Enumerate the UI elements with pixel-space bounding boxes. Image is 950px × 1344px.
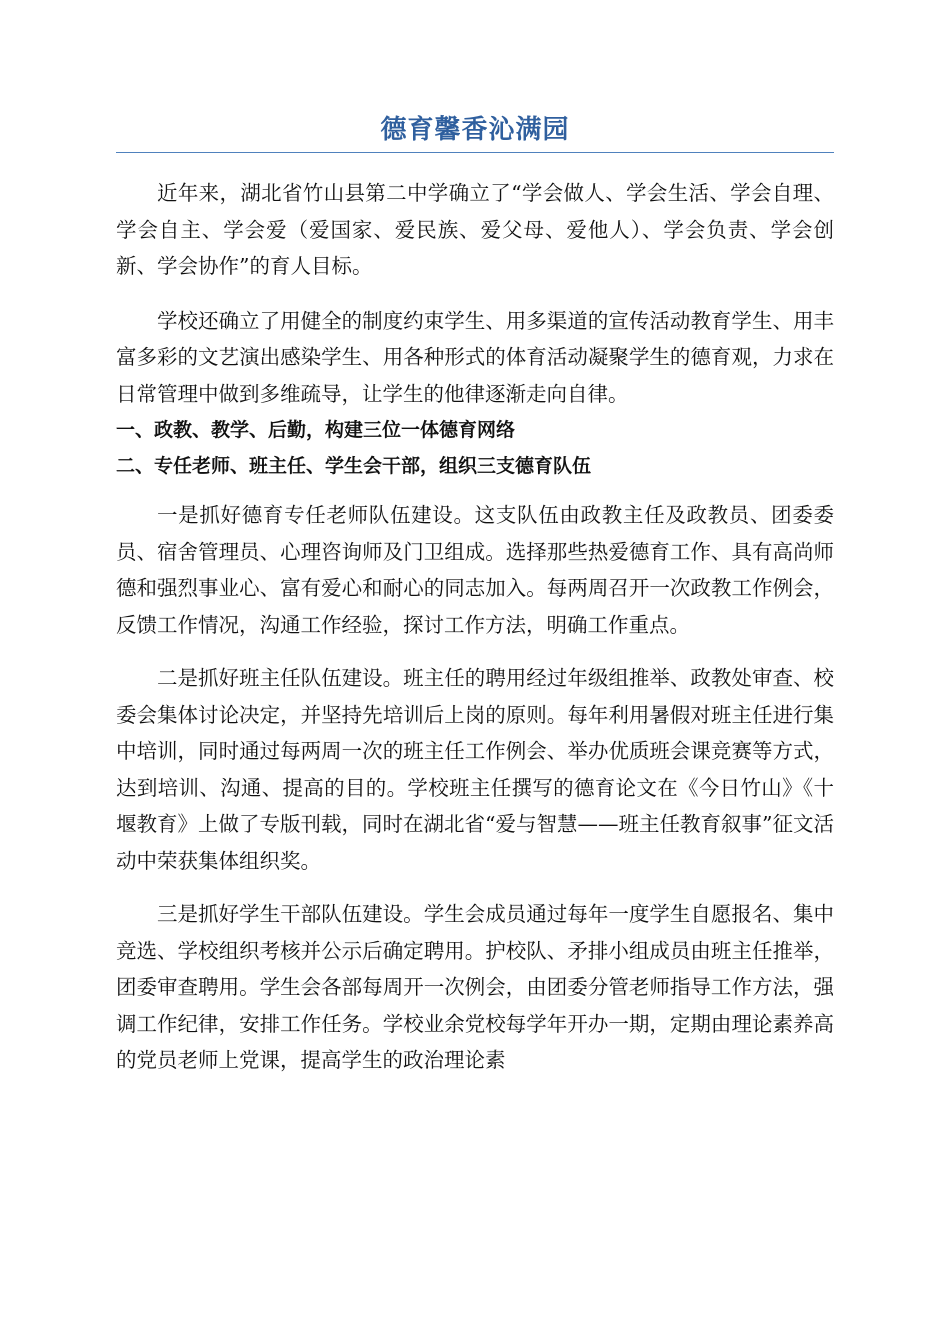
paragraph-moral-education-view: 学校还确立了用健全的制度约束学生、用多渠道的宣传活动教育学生、用丰富多彩的文艺演出感染学生、用各种形式的体育活动凝聚学生的德育观，力求在日常管理中做到多维疏导，让学生的他律逐渐走向自律。 bbox=[116, 308, 834, 406]
title-underline bbox=[116, 152, 834, 153]
section-heading-1: 一、政教、教学、后勤，构建三位一体德育网络 bbox=[116, 419, 516, 441]
paragraph-class-teachers: 二是抓好班主任队伍建设。班主任的聘用经过年级组推举、政教处审查、校委会集体讨论决定，并坚持先培训后上岗的原则。每年利用暑假对班主任进行集中培训，同时通过每两周一次的班主任工作例会、举办优质班会课竞赛等方式，达到培训、沟通、提高的目的。学校班主任撰写的德育论文在《今日竹山》《十堰教育》上做了专版刊载，同时在湖北省“爱与智慧——班主任教育叙事”征文活动中荣获集体组织奖。 bbox=[116, 666, 834, 873]
document-title: 德育馨香沁满园 bbox=[380, 115, 570, 145]
paragraph-dedicated-teachers: 一是抓好德育专任老师队伍建设。这支队伍由政教主任及政教员、团委委员、宿舍管理员、心理咨询师及门卫组成。选择那些热爱德育工作、具有高尚师德和强烈事业心、富有爱心和耐心的同志加入。每两周召开一次政教工作例会，反馈工作情况，沟通工作经验，探讨工作方法，明确工作重点。 bbox=[116, 503, 834, 637]
paragraph-intro: 近年来，湖北省竹山县第二中学确立了“学会做人、学会生活、学会自理、学会自主、学会爱（爱国家、爱民族、爱父母、爱他人）、学会负责、学会创新、学会协作”的育人目标。 bbox=[116, 181, 834, 278]
document-page bbox=[116, 112, 834, 1079]
section-heading-2: 二、专任老师、班主任、学生会干部，组织三支德育队伍 bbox=[116, 455, 592, 477]
paragraph-student-cadres: 三是抓好学生干部队伍建设。学生会成员通过每年一度学生自愿报名、集中竞选、学校组织考核并公示后确定聘用。护校队、矛排小组成员由班主任推举，团委审查聘用。学生会各部每周开一次例会，由团委分管老师指导工作方法，强调工作纪律，安排工作任务。学校业余党校每学年开办一期，定期由理论素养高的党员老师上党课，提高学生的政治理论素 bbox=[116, 902, 834, 1072]
